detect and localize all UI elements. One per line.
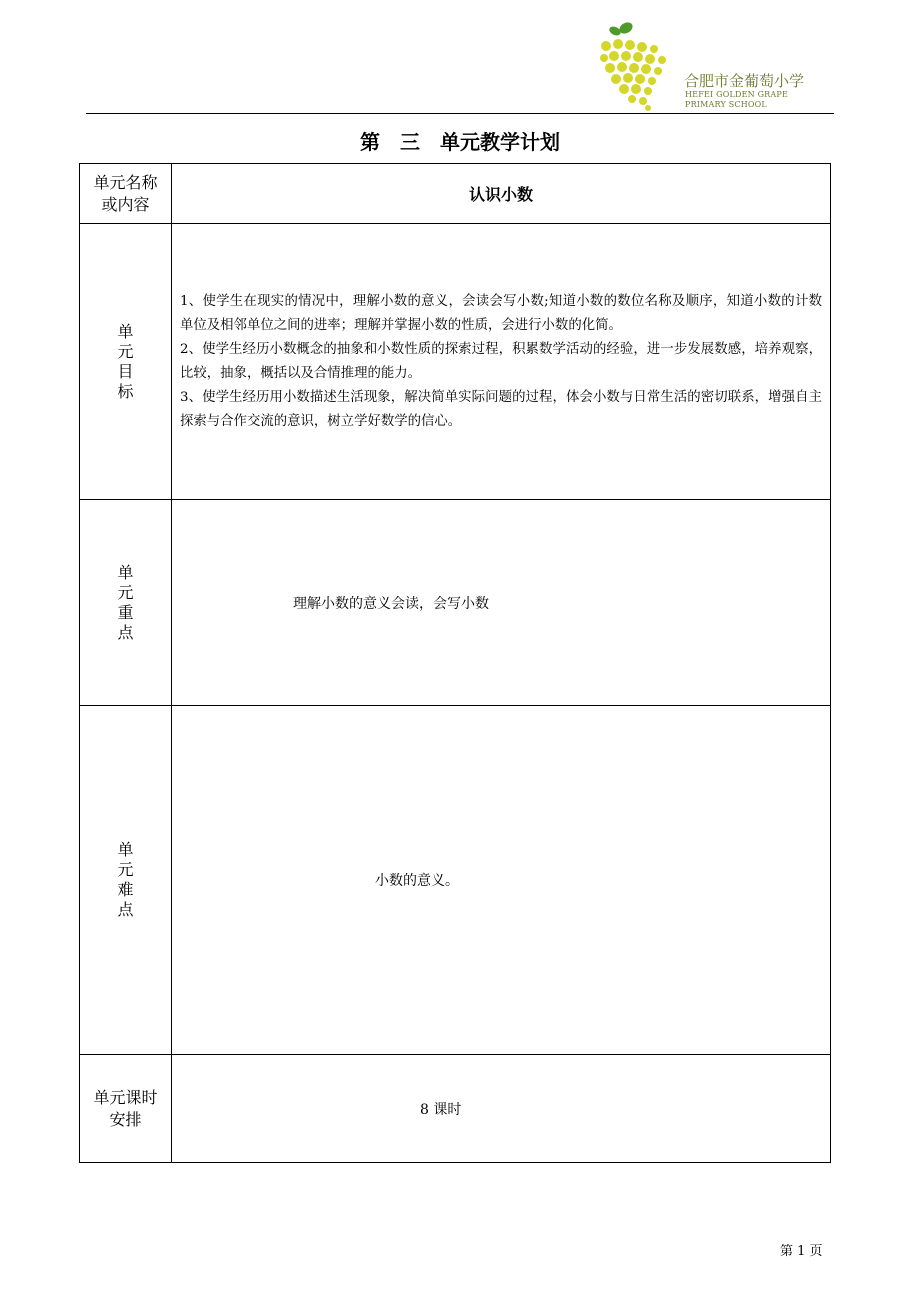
header-rule — [86, 113, 834, 114]
grape-cluster-logo-icon — [596, 20, 676, 112]
goal-item-3: 3、使学生经历用小数描述生活现象，解决简单实际问题的过程，体会小数与日常生活的密切联系，增强自主探索与合作交流的意识，树立学好数学的信心。 — [180, 389, 822, 429]
table-row-focus — [80, 500, 831, 706]
goals-cell — [172, 224, 831, 500]
table-row-goals — [80, 224, 831, 500]
focus-cell — [172, 500, 831, 706]
difficulty-cell — [172, 706, 831, 1055]
goals-label: 单 元 目 标 — [80, 224, 172, 500]
table-row-hours — [80, 1055, 831, 1163]
table-row-difficulty — [80, 706, 831, 1055]
school-name-cn: 合肥市金葡萄小学 — [684, 72, 805, 90]
focus-label: 单 元 重 点 — [80, 500, 172, 706]
page-title: 第 三 单元教学计划 — [360, 130, 560, 154]
school-logo — [596, 20, 836, 112]
unit-name-cell — [172, 164, 831, 224]
unit-name-label: 单元名称 或内容 — [80, 164, 172, 224]
page-number: 第 1 页 — [780, 1244, 823, 1259]
table-row-unit-name — [80, 164, 831, 224]
goals-list — [172, 290, 830, 434]
goal-item-1: 1、使学生在现实的情况中，理解小数的意义，会读会写小数;知道小数的数位名称及顺序，知道小数的计数单位及相邻单位之间的进率；理解并掌握小数的性质，会进行小数的化简。 — [180, 293, 822, 333]
school-name-en-line2: PRIMARY SCHOOL — [685, 100, 767, 109]
hours-label: 单元课时 安排 — [80, 1055, 172, 1163]
focus-value: 理解小数的意义会读，会写小数 — [293, 595, 489, 612]
goal-item-2: 2、使学生经历小数概念的抽象和小数性质的探索过程，积累数学活动的经验，进一步发展数感，培养观察，比较，抽象，概括以及合情推理的能力。 — [180, 341, 822, 381]
difficulty-value: 小数的意义。 — [375, 873, 459, 889]
unit-name-value: 认识小数 — [468, 185, 533, 204]
hours-value: 8 课时 — [420, 1101, 462, 1118]
teaching-plan-table — [79, 163, 831, 1163]
school-name-en-line1: HEFEI GOLDEN GRAPE — [685, 90, 788, 99]
hours-cell — [172, 1055, 831, 1163]
difficulty-label: 单 元 难 点 — [80, 706, 172, 1055]
